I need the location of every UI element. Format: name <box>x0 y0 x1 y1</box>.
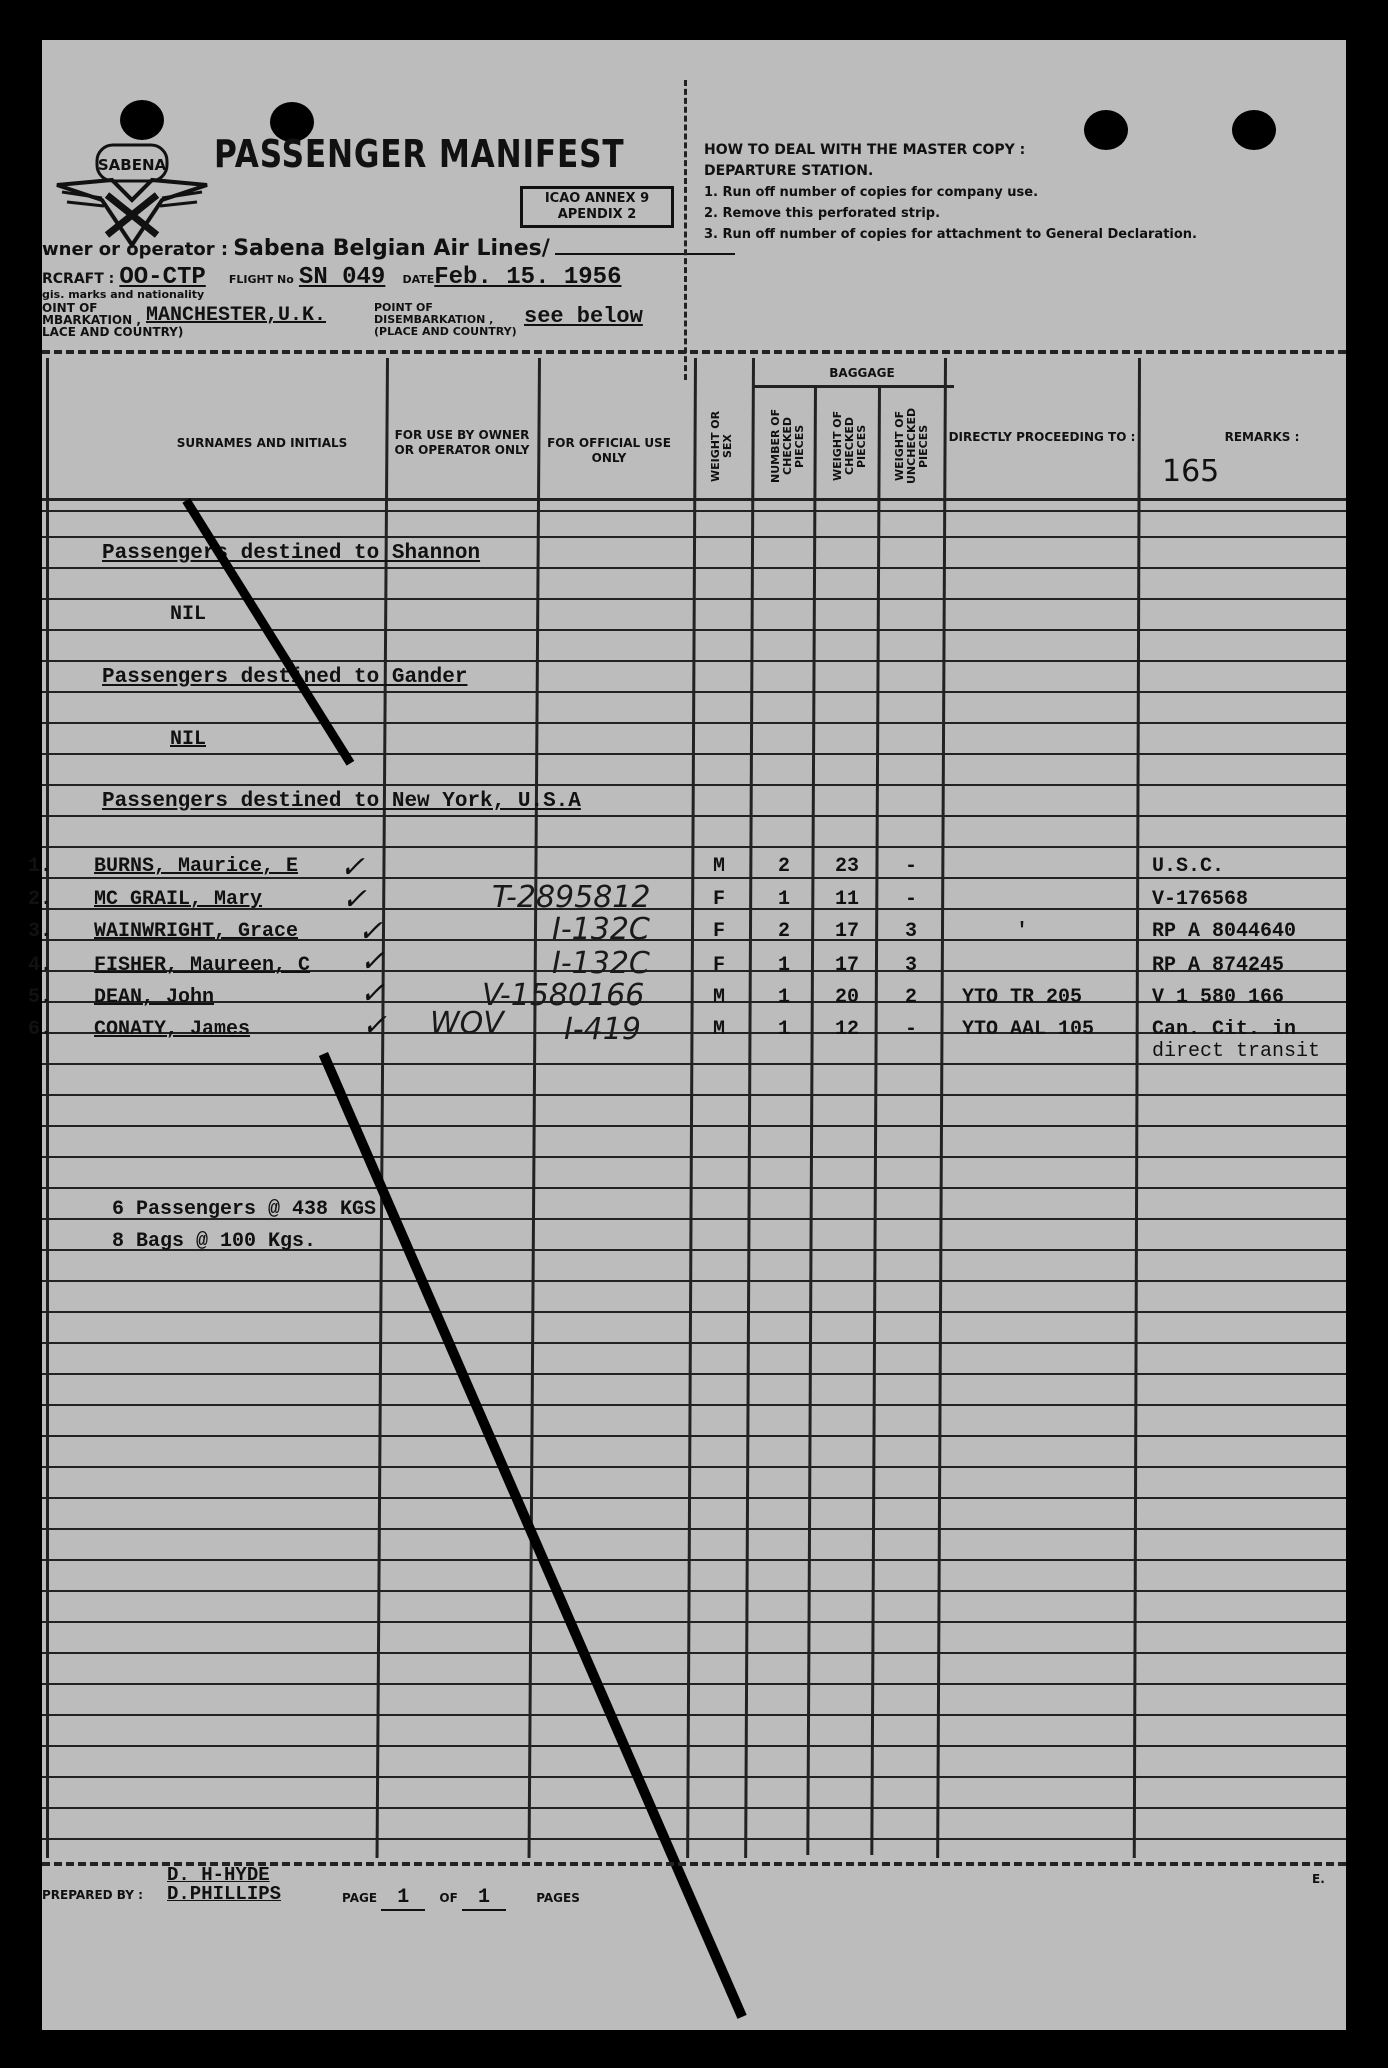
passenger-number: 4. <box>28 954 53 977</box>
totals-bags: 8 Bags @ 100 Kgs. <box>112 1230 317 1253</box>
sabena-logo-icon <box>52 140 212 250</box>
passenger-remarks: U.S.C. <box>1152 855 1225 878</box>
official-handwritten-number: I-419 <box>564 1012 641 1047</box>
col-line <box>1133 358 1141 1858</box>
col-owner-use: FOR USE BY OWNER OR OPERATOR ONLY <box>394 428 530 457</box>
official-handwritten-number: I-132C <box>552 946 650 981</box>
passenger-proceeding: YTO AAL 105 <box>962 1018 1095 1041</box>
row-line <box>42 784 1346 786</box>
col-num-checked: NUMBER OF CHECKED PIECES <box>769 408 806 484</box>
passenger-remarks: RP A 8044640 <box>1152 920 1297 943</box>
passenger-name: BURNS, Maurice, E <box>94 855 299 878</box>
passenger-remarks: V-176568 <box>1152 888 1249 911</box>
baggage-weight: 11 <box>834 888 859 911</box>
row-line <box>42 1435 1346 1437</box>
col-proceeding: DIRECTLY PROCEEDING TO : <box>948 430 1136 444</box>
col-weight-checked: WEIGHT OF CHECKED PIECES <box>831 410 868 482</box>
passenger-sex: F <box>712 888 725 911</box>
manifest-document: SABENA PASSENGER MANIFEST ICAO ANNEX 9 APENDIX 2 wner or operator : Sabena Belgian Air Lines/ RCRAFT : OO-CTP FLIGHT No SN 049 DATEFeb. 15. 1956 gis. marks and nationality OINT OF MBARKATION , LACE AND COUNTRY) MANCHESTER,U.K. POINT OF DISEMBARKATION , (PLACE AND COUNTRY) see below HOW TO DEAL WITH THE MASTER COPY : DEPARTURE STATION. 1. Run off number of copies for company use. 2. Remove this perforated strip. 3. Run off number of copies for attachment to General Declaration. SURNAMES AND INITIALS FOR USE BY OWNER OR OPERATOR ONLY FOR OFFICIAL USE ONLY WEIGHT OR SEX BAGGAGE NUMBER OF CHECKED PIECES WEIGHT OF CHECKED PIECES WEIGHT OF UNCHECKED PIECES DIRECTLY PROCEEDING TO : REMARKS : 165 Passengers destined to Shannon NIL Passengers destined to Gander NIL Passengers destined to New York, U.S.A 1. BURNS, Maurice, E M 2 23 - U.S.C. 2. MC GRAIL, Mary T-2895812 F 1 11 - V-176568 3. WAINWRIGHT, Grace I-132C F 2 17 3 ' RP A 8044640 4. FISHER, Maureen, C I-132C F 1 17 3 RP A 874245 5. DEAN, John V-1580166 M 1 20 2 YTO TR 205 V 1 580 166 6. CONATY, James WOV I-419 M 1 12 - YTO AAL 105 Can. Cit. in direct transit ✓ ✓ ✓ ✓ ✓ ✓ 6 Passengers @ 438 KGS 8 Bags @ 100 Kgs. PREPARED BY : D. H-HYDE D.PHILLIPS PAGE 1 OF 1 PAGES E. <box>42 40 1346 2030</box>
aircraft-field: RCRAFT : OO-CTP FLIGHT No SN 049 DATEFeb. 15. 1956 <box>42 264 622 291</box>
passenger-sex: M <box>712 855 725 878</box>
check-mark-icon: ✓ <box>359 1008 394 1043</box>
row-line <box>42 722 1346 724</box>
col-line <box>806 385 817 1855</box>
row-line <box>42 1125 1346 1127</box>
passenger-number: 6. <box>28 1018 53 1041</box>
unchecked-weight: - <box>904 888 917 911</box>
row-line <box>42 1497 1346 1499</box>
row-line <box>42 510 1346 512</box>
master-copy-instructions: HOW TO DEAL WITH THE MASTER COPY : DEPARTURE STATION. 1. Run off number of copies for company use. 2. Remove this perforated strip. 3. Run off number of copies for attachment to General Declaration. <box>704 142 1197 242</box>
passenger-remarks: V 1 580 166 <box>1152 986 1285 1009</box>
passenger-name: DEAN, John <box>94 986 215 1009</box>
check-mark-icon: ✓ <box>357 944 392 979</box>
official-handwritten-number: V-1580166 <box>482 978 645 1013</box>
passenger-sex: F <box>712 954 725 977</box>
punch-hole <box>120 100 164 140</box>
col-line <box>686 358 697 1858</box>
baggage-weight: 17 <box>834 920 859 943</box>
row-line <box>42 1187 1346 1189</box>
perforation-horizontal <box>42 350 1346 354</box>
col-weight-unchecked: WEIGHT OF UNCHECKED PIECES <box>893 407 930 485</box>
col-baggage: BAGGAGE <box>829 366 895 380</box>
page-indicator: PAGE 1 OF 1 PAGES <box>342 1886 580 1909</box>
shannon-nil: NIL <box>170 603 207 626</box>
owner-field: wner or operator : Sabena Belgian Air Lines/ <box>42 236 735 261</box>
col-weight-sex: WEIGHT OR SEX <box>709 410 734 482</box>
totals-passengers: 6 Passengers @ 438 KGS <box>112 1198 377 1221</box>
col-line <box>936 358 947 1858</box>
row-line <box>42 660 1346 662</box>
icao-annex-box: ICAO ANNEX 9 APENDIX 2 <box>520 186 674 228</box>
row-line <box>42 1807 1346 1809</box>
baggage-weight: 17 <box>834 954 859 977</box>
baggage-pieces: 1 <box>777 888 790 911</box>
row-line <box>42 691 1346 693</box>
unchecked-weight: - <box>904 855 917 878</box>
section-shannon: Passengers destined to Shannon <box>102 542 481 565</box>
passenger-proceeding: YTO TR 205 <box>962 986 1083 1009</box>
passenger-sex: F <box>712 920 725 943</box>
baggage-pieces: 1 <box>777 1018 790 1041</box>
unchecked-weight: 2 <box>904 986 917 1009</box>
row-line <box>42 1280 1346 1282</box>
passenger-remarks: Can. Cit. in <box>1152 1018 1297 1041</box>
baggage-pieces: 1 <box>777 986 790 1009</box>
row-line <box>42 1156 1346 1158</box>
row-line <box>42 1373 1346 1375</box>
passenger-sex: M <box>712 986 725 1009</box>
prepared-label: PREPARED BY : <box>42 1888 143 1902</box>
passenger-number: 5. <box>28 986 53 1009</box>
row-line <box>42 1745 1346 1747</box>
col-line <box>870 385 881 1855</box>
official-handwritten-number: I-132C <box>552 912 650 947</box>
row-line <box>42 629 1346 631</box>
official-handwritten-number: T-2895812 <box>492 880 651 915</box>
passenger-name: FISHER, Maureen, C <box>94 954 311 977</box>
remarks-continuation: direct transit <box>1152 1040 1321 1063</box>
passenger-number: 3. <box>28 920 53 943</box>
row-line <box>42 1838 1346 1840</box>
row-line <box>42 498 1346 501</box>
row-line <box>42 598 1346 600</box>
row-line <box>42 1063 1346 1065</box>
passenger-remarks: RP A 874245 <box>1152 954 1285 977</box>
corner-mark: E. <box>1312 1872 1325 1886</box>
gander-nil: NIL <box>170 728 207 751</box>
col-line <box>744 358 755 1858</box>
passenger-proceeding: ' <box>1015 920 1028 943</box>
section-newyork: Passengers destined to New York, U.S.A <box>102 790 581 813</box>
col-line <box>528 358 541 1858</box>
row-line <box>42 536 1346 538</box>
row-line <box>42 1528 1346 1530</box>
check-mark-icon: ✓ <box>357 976 392 1011</box>
row-line <box>42 1311 1346 1313</box>
row-line <box>42 1094 1346 1096</box>
row-line <box>42 1404 1346 1406</box>
unchecked-weight: 3 <box>904 954 917 977</box>
col-line <box>376 358 389 1858</box>
col-line <box>46 358 49 1858</box>
baggage-pieces: 2 <box>777 920 790 943</box>
section-gander: Passengers destined to Gander <box>102 666 468 689</box>
row-line <box>42 1776 1346 1778</box>
passenger-name: WAINWRIGHT, Grace <box>94 920 299 943</box>
check-mark-icon: ✓ <box>337 850 372 885</box>
unchecked-weight: 3 <box>904 920 917 943</box>
baggage-weight: 23 <box>834 855 859 878</box>
registration-label: gis. marks and nationality <box>42 288 205 301</box>
unchecked-weight: - <box>904 1018 917 1041</box>
row-line <box>42 1559 1346 1561</box>
row-line <box>42 1342 1346 1344</box>
svg-text:SABENA: SABENA <box>97 156 167 174</box>
baggage-pieces: 2 <box>777 855 790 878</box>
row-line <box>42 1466 1346 1468</box>
row-line <box>42 846 1346 848</box>
row-line <box>42 1621 1346 1623</box>
row-line <box>42 1652 1346 1654</box>
pen-stroke <box>182 498 354 766</box>
check-mark-icon: ✓ <box>339 882 374 917</box>
passenger-number: 2. <box>28 888 53 911</box>
passenger-number: 1. <box>28 855 53 878</box>
page-title: PASSENGER MANIFEST <box>214 132 625 176</box>
row-line <box>42 1683 1346 1685</box>
baggage-weight: 12 <box>834 1018 859 1041</box>
col-official-use: FOR OFFICIAL USE ONLY <box>547 436 671 465</box>
passenger-name: MC GRAIL, Mary <box>94 888 263 911</box>
passenger-sex: M <box>712 1018 725 1041</box>
check-mark-icon: ✓ <box>355 914 390 949</box>
row-line <box>42 815 1346 817</box>
col-surnames: SURNAMES AND INITIALS <box>176 436 348 450</box>
row-line <box>42 1714 1346 1716</box>
baggage-weight: 20 <box>834 986 859 1009</box>
prepared-by: D. H-HYDE D.PHILLIPS <box>167 1864 282 1905</box>
baggage-bracket <box>754 385 954 388</box>
row-line <box>42 567 1346 569</box>
col-remarks: REMARKS : <box>1224 430 1300 444</box>
row-line <box>42 1590 1346 1592</box>
passenger-name: CONATY, James <box>94 1018 251 1041</box>
perforation-vertical <box>684 80 687 380</box>
remarks-number: 165 <box>1162 454 1220 489</box>
baggage-pieces: 1 <box>777 954 790 977</box>
row-line <box>42 753 1346 755</box>
owner-handwritten-code: WOV <box>430 1006 504 1041</box>
